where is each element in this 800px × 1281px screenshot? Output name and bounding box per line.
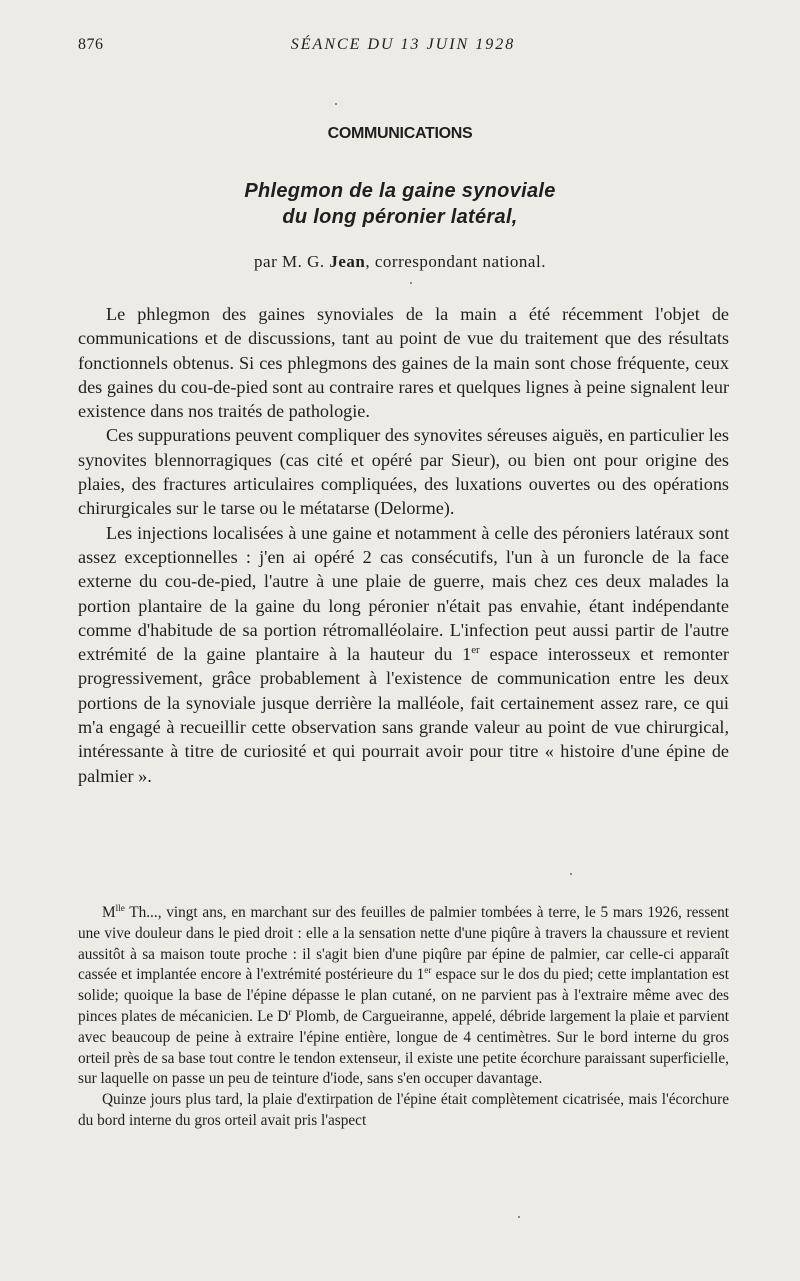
body-paragraph-1: Le phlegmon des gaines synoviales de la main a été récemment l'objet de communications et de discussions, tant au point de vue du traitement que des résultats fonctionnels obtenus. Si ces phlegmons des gaines de la main sont chose fréquente, ceux des gaines du cou-de-pied sont au contraire rares et quelques lignes à peine signalent leur existence dans nos traités de pathologie. [78, 304, 729, 422]
byline-suffix: , correspondant national. [365, 252, 546, 271]
print-speck [570, 873, 572, 875]
article-title-line-1: Phlegmon de la gaine synoviale [244, 180, 556, 202]
case-paragraph-1-part-a: Th..., vingt ans, en marchant sur des feuilles de palmier tombées à terre, le 5 mars 1926, ressent une vive douleur dans le pied droit : elle a la sensation nette d'une piqûre à travers la chaussure et revient aussitôt à sa maison toute proche : il s'agit bien d'une piqûre par épine de palmier, car celle-ci apparaît cassée et implantée encore à l'extrémité postérieure du 1 [78, 904, 729, 984]
article-body [78, 302, 729, 788]
section-heading: COMMUNICATIONS [327, 125, 473, 142]
case-title-m: M [102, 904, 116, 921]
doctor-superscript: r [288, 1006, 292, 1017]
page-number: 876 [78, 36, 104, 53]
byline [0, 252, 800, 272]
print-speck [410, 282, 412, 284]
running-header [78, 36, 728, 60]
body-paragraph-3-part-a: Les injections localisées à une gaine et notamment à celle des péroniers latéraux sont assez exceptionnelles : j'en ai opéré 2 cas consécutifs, l'un à un furoncle de la face externe du cou-de-pied, l'autre à une plaie de guerre, mais chez ces deux malades la portion plantaire de la gaine du long péronier n'était pas envahie, étant indépendante comme d'habitude de sa portion rétromalléolaire. L'infection peut aussi partir de l'autre extrémité de la gaine plantaire à la hauteur du 1 [78, 522, 729, 665]
ordinal-superscript: er [471, 644, 480, 657]
case-paragraph-1 [78, 903, 729, 1090]
case-paragraph-2: Quinze jours plus tard, la plaie d'extirpation de l'épine était complètement cicatrisée, mais l'écorchure du bord interne du gros orteil avait pris l'aspect [78, 1091, 729, 1129]
byline-prefix: par M. G. [254, 252, 325, 271]
article-title [0, 178, 800, 230]
case-report [78, 903, 729, 1132]
case-paragraph-1-part-b: espace sur le dos du pied; cette implantation est solide; quoique la base de l'épine dépasse le plan cutané, on ne parvient pas à l'extraire même avec des pinces plates de mécanicien. Le D [78, 966, 729, 1025]
body-paragraph-2: Ces suppurations peuvent compliquer des synovites séreuses aiguës, en particulier les synovites blennorragiques (cas cité et opéré par Sieur), ou bien ont pour origine des plaies, des fractures articulaires compliquées, des luxations ouvertes ou des opérations chirurgicales sur le tarse ou le métatarse (Delorme). [78, 425, 729, 519]
running-title: SÉANCE DU 13 JUIN 1928 [290, 36, 516, 53]
article-title-line-2: du long péronier latéral, [282, 206, 518, 228]
print-speck [518, 1216, 520, 1218]
author-name: Jean [329, 252, 366, 271]
case-paragraph-1-part-c: Plomb, de Cargueiranne, appelé, débride largement la plaie et parvient avec beaucoup de peine à extraire l'épine entière, longue de 4 centimètres. Sur le bord interne du gros orteil près de sa base tout contre le tendon extenseur, il existe une petite écorchure paraissant superficielle, sur laquelle on passe un peu de teinture d'iode, sans s'en occuper davantage. [78, 1007, 730, 1088]
case-title-superscript: lle [115, 902, 125, 913]
body-paragraph-3-part-b: espace interosseux et remonter progressivement, grâce probablement à l'existence de communication entre les deux portions de la synoviale jusque derrière la malléole, fait certainement assez rare, ce qui m'a engagé à recueillir cette observation sans grande valeur au point de vue chirurgical, intéressante à titre de curiosité et qui pourrait avoir pour titre « histoire d'une épine de palmier ». [78, 644, 729, 786]
body-paragraph-3 [78, 521, 729, 788]
print-speck [335, 103, 337, 105]
ordinal-superscript: er [424, 965, 432, 976]
